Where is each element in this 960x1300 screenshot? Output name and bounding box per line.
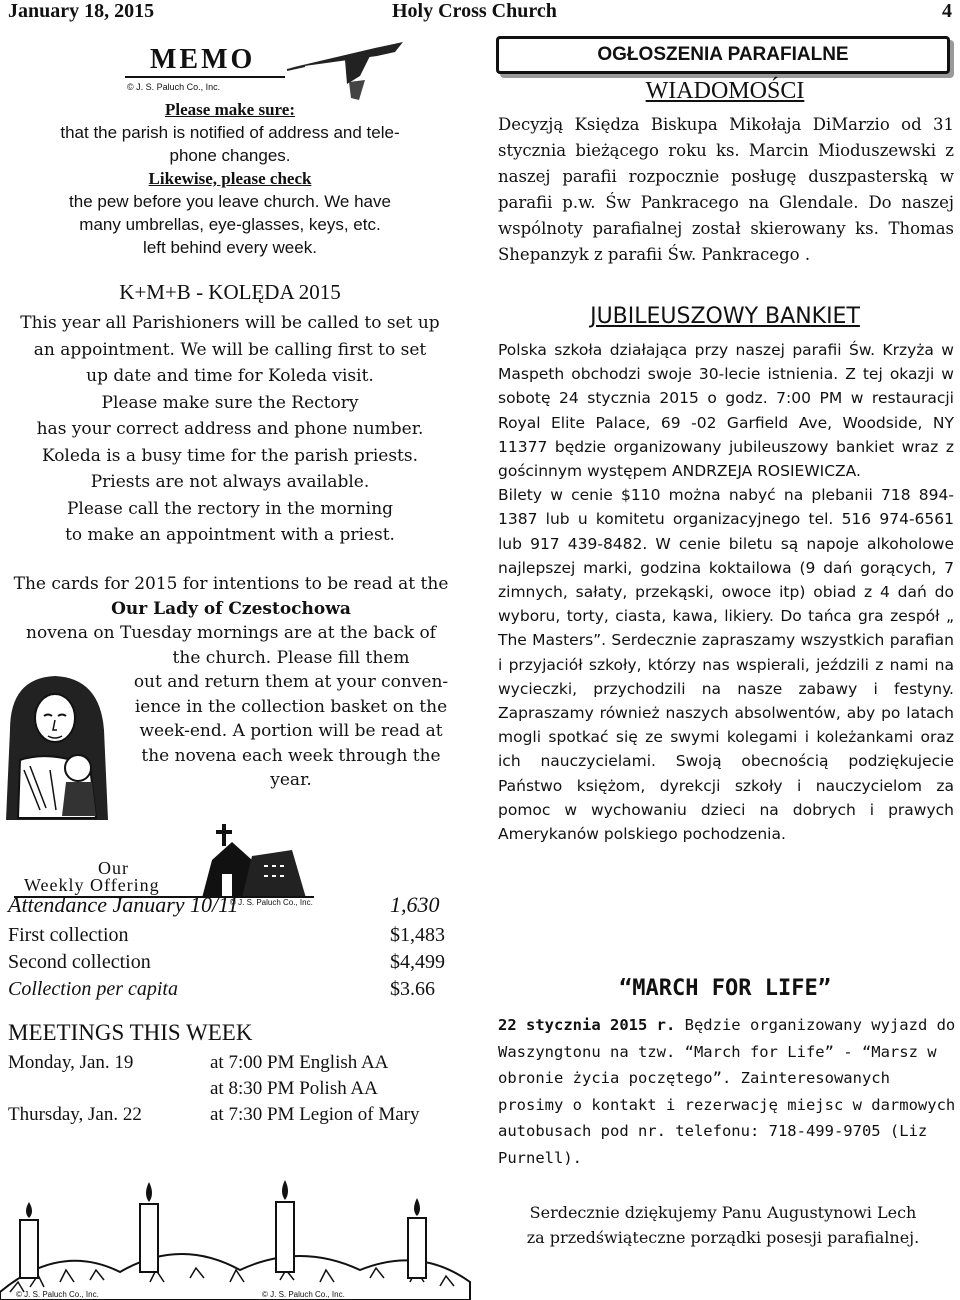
quill-pen-icon: [285, 38, 415, 104]
collection-value: $3.66: [390, 978, 435, 1000]
march-for-life-body: [498, 1012, 958, 1171]
collection-value: $4,499: [390, 951, 445, 973]
meeting-time: at 7:00 PM English AA: [210, 1052, 389, 1073]
koleda-line: to make an appointment with a priest.: [65, 525, 395, 545]
koleda-line: Please make sure the Rectory: [101, 392, 359, 413]
cards-line: year.: [270, 770, 312, 790]
jubilee-body: [498, 338, 954, 846]
header-page-number: 4: [942, 0, 952, 22]
collection-label: Collection per capita: [8, 978, 178, 1000]
thanks-line: Serdecznie dziękujemy Panu Augustynowi Lech: [529, 1203, 917, 1222]
memo-section: [0, 98, 460, 259]
collection-row: [8, 978, 458, 1005]
cards-line: the church. Please fill them: [172, 647, 410, 668]
cards-line: novena on Tuesday mornings are at the back of: [26, 623, 436, 643]
collection-label: Second collection: [8, 951, 151, 973]
attendance-value: 1,630: [390, 892, 440, 917]
koleda-body: [0, 310, 460, 549]
our-lady-icon: [0, 670, 115, 830]
offering-logo-line2: Weekly Offering: [24, 875, 160, 895]
candles-copyright-left: © J. S. Paluch Co., Inc.: [16, 1290, 99, 1299]
wiadomosci-body: Decyzją Księdza Biskupa Mikołaja DiMarzio od 31 stycznia bieżącego roku ks. Marcin Mioduszewski z naszej parafii rozpocznie posługę duszpasterską w parafii p.w. Św Pankracego na Glendale. Do naszej wspólnoty parafialnej został skierowany ks. Thomas Shepanzyk z parafii Św. Pankracego .: [498, 115, 954, 264]
collection-row: [8, 951, 458, 978]
march-date: 22 stycznia 2015 r.: [498, 1016, 676, 1034]
koleda-line: Priests are not always available.: [90, 472, 370, 492]
meeting-row: [8, 1052, 458, 1078]
memo-heading: Please make sure:: [165, 100, 295, 119]
meetings-table: [8, 1052, 458, 1130]
jubilee-title: JUBILEUSZOWY BANKIET: [590, 304, 860, 329]
meeting-day: Monday, Jan. 19: [8, 1052, 134, 1073]
memo-logo-underline: [125, 76, 285, 78]
attendance-row: [8, 892, 458, 924]
collection-value: $1,483: [390, 924, 445, 946]
memo-line-5: left behind every week.: [143, 238, 317, 257]
thanks-note: [498, 1200, 948, 1250]
jubilee-paragraph: Bilety w cenie $110 można nabyć na plebanii 718 894-1387 lub u komitetu organizacyjnego tel. 516 974-6561 lub 917 439-8482. W cenie biletu są napoje alkoholowe najlepszej marki, godzina koktailowa (9 dań gorących, 7 zimnych, sałaty, przekąski, owoce itp) obiad z 4 dań do wyboru, torty, ciasta, kawa, likiery. Do tańca gra zespół „ The Masters”. Serdecznie zapraszamy wszystkich parafian i przyjaciół szkoły, którzy nas wspierali, jeździli z nami na wycieczki, przychodzili na nasze zabawy i festyny. Zapraszamy również naszych absolwentów, aby po latach mogli spotkać się ze swymi kolegami i koleżankami oraz ich nauczycielami. Swoją obecnością podziękujecie Państwo księżom, dyrekcji szkoły i nauczycielom za pomoc w wychowaniu dzieci na dobrych i prawych Amerykanów polskiego pochodzenia.: [498, 486, 954, 844]
koleda-line: up date and time for Koleda visit.: [86, 366, 374, 386]
cards-line: week-end. A portion will be read at: [139, 721, 443, 741]
page-header: [0, 0, 960, 26]
meeting-time: at 7:30 PM Legion of Mary: [210, 1104, 420, 1125]
jubilee-paragraph: Polska szkoła działająca przy naszej parafii Św. Krzyża w Maspeth obchodzi swoje 30-lecie istnienia. Z tej okazji w sobotę 24 stycznia 2015 o godz. 7:00 PM w restauracji Royal Elite Palace, 69 -02 Garfield Ave, Woodside, NY 11377 będzie organizowany jubileuszowy bankiet wraz z gościnnym występem ANDRZEJA ROSIEWICZA.: [498, 341, 954, 481]
koleda-title: K+M+B - KOLĘDA 2015: [119, 280, 341, 304]
section-banner: OGŁOSZENIA PARAFIALNE: [496, 36, 950, 74]
meetings-title: MEETINGS THIS WEEK: [8, 1020, 253, 1045]
memo-line-2: phone changes.: [169, 146, 291, 165]
attendance-label: Attendance January 10/11: [8, 892, 239, 917]
meeting-row: [8, 1078, 458, 1104]
cards-bold-title: Our Lady of Czestochowa: [111, 598, 351, 619]
offering-logo-copyright: © J. S. Paluch Co., Inc.: [230, 898, 313, 907]
march-for-life-title: “MARCH FOR LIFE”: [619, 976, 831, 1001]
right-column: [490, 30, 960, 1270]
memo-logo-word: MEMO: [150, 44, 256, 75]
memo-line-3: the pew before you leave church. We have: [69, 192, 391, 211]
offering-logo-line1: Our: [98, 858, 129, 878]
collection-row: [8, 924, 458, 951]
koleda-line: has your correct address and phone number.: [36, 419, 424, 439]
memo-logo-copyright: © J. S. Paluch Co., Inc.: [127, 82, 221, 92]
cards-line: out and return them at your conven-: [133, 672, 449, 692]
koleda-line: This year all Parishioners will be called to set up: [20, 313, 440, 333]
koleda-line: Koleda is a busy time for the parish priests.: [41, 445, 419, 466]
left-column: [0, 30, 470, 1299]
header-date: January 18, 2015: [8, 0, 155, 22]
cards-line: ience in the collection basket on the: [134, 696, 448, 717]
memo-logo: [125, 38, 415, 104]
meeting-day: Thursday, Jan. 22: [8, 1104, 142, 1125]
header-church-name: Holy Cross Church: [392, 0, 557, 22]
meeting-row: [8, 1104, 458, 1130]
cards-line: the novena each week through the: [141, 745, 441, 766]
memo-line-4: many umbrellas, eye-glasses, keys, etc.: [79, 215, 381, 234]
memo-heading-2: Likewise, please check: [148, 169, 312, 188]
wiadomosci-title: WIADOMOŚCI: [645, 78, 805, 104]
cards-line: The cards for 2015 for intentions to be read at the: [13, 574, 449, 594]
attendance-table: [8, 892, 458, 1005]
march-text: Będzie organizowany wyjazd do Waszyngtonu na tzw. “March for Life” - “Marsz w obronie życia poczętego”. Zainteresowanych prosimy o kontakt i rezerwację miejsc w darmowych autobusach pod nr. telefonu: 718-499-9705 (Liz Purnell).: [498, 1016, 956, 1167]
advent-candles-illustration: [0, 1142, 470, 1300]
koleda-line: Please call the rectory in the morning: [66, 498, 394, 519]
memo-line-1: that the parish is notified of address and tele-: [60, 123, 400, 142]
koleda-line: an appointment. We will be calling first to set: [33, 339, 427, 360]
thanks-line: za przedświąteczne porządki posesji parafialnej.: [526, 1228, 920, 1247]
meeting-time: at 8:30 PM Polish AA: [210, 1078, 378, 1099]
collection-label: First collection: [8, 924, 129, 946]
candles-wreath-icon: [0, 1142, 470, 1300]
church-icon: [202, 820, 312, 902]
candles-copyright-right: © J. S. Paluch Co., Inc.: [262, 1290, 345, 1299]
